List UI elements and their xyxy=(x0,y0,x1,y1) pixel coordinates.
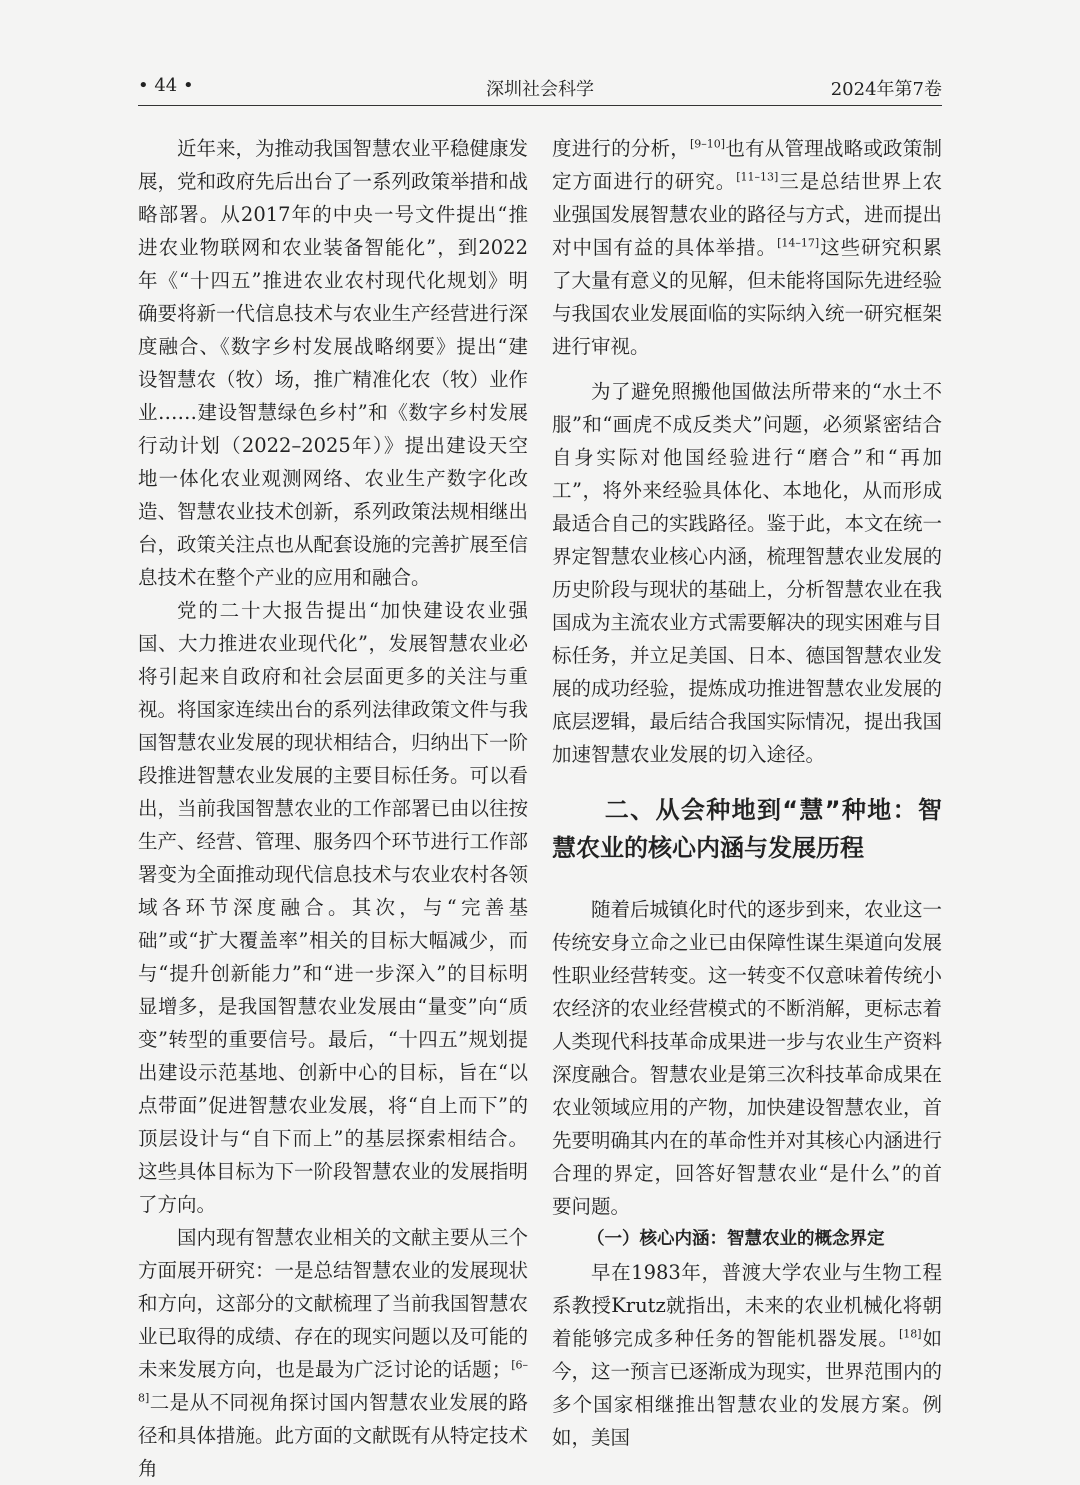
text-segment: 如今，这一预言已逐渐成为现实，世界范围内的多个国家相继推出智慧农业的发展方案。例如，美国 xyxy=(552,1327,943,1449)
paragraph-post-urbanization: 随着后城镇化时代的逐步到来，农业这一传统安身立命之业已由保障性谋生渠道向发展性职业经营转变。这一转变不仅意味着传统小农经济的农业经营模式的不断消解，更标志着人类现代科技革命成果进一步与农业生产资料深度融合。智慧农业是第三次科技革命成果在农业领域应用的产物，加快建设智慧农业，首先要明确其内在的革命性并对其核心内涵进行合理的界定，回答好智慧农业“是什么”的首要问题。 xyxy=(552,898,943,1218)
section-title: 二、从会种地到“慧”种地：智慧农业的核心内涵与发展历程 xyxy=(552,796,942,862)
citation-marker: [9–10] xyxy=(690,137,726,151)
running-header xyxy=(138,73,942,106)
text-segment: 二是从不同视角探讨国内智慧农业发展的路径和具体措施。此方面的文献既有从特定技术角 xyxy=(138,1391,529,1480)
subsection-title: （一）核心内涵：智慧农业的概念界定 xyxy=(587,1229,885,1249)
text-segment: 也有从管理战略或政策制定方面进行的研究。 xyxy=(552,137,942,193)
volume-label: 2024年第7卷 xyxy=(830,79,942,100)
text-segment: 国内现有智慧农业相关的文献主要从三个方面展开研究：一是总结智慧农业的发展现状和方向，这部分的文献梳理了当前我国智慧农业已取得的成绩、存在的现实问题以及可能的未来发展方向，也是最为广泛讨论的话题； xyxy=(138,1226,529,1381)
text-segment: 三是总结世界上农业强国发展智慧农业的路径与方式，进而提出对中国有益的具体举措。 xyxy=(552,170,943,259)
text-segment: 度进行的分析， xyxy=(552,137,691,160)
paragraph-literature-review-continued xyxy=(552,132,942,363)
paragraph-research-purpose: 为了避免照搬他国做法所带来的“水土不服”和“画虎不成反类犬”问题，必须紧密结合自身实际对他国经验进行“磨合”和“再加工”，将外来经验具体化、本地化，从而形成最适合自己的实践路径。鉴于此，本文在统一界定智慧农业核心内涵，梳理智慧农业发展的历史阶段与现状的基础上，分析智慧农业在我国成为主流农业方式需要解决的现实困难与目标任务，并立足美国、日本、德国智慧农业发展的成功经验，提炼成功推进智慧农业发展的底层逻辑，最后结合我国实际情况，提出我国加速智慧农业发展的切入途径。 xyxy=(552,380,943,766)
citation-marker: [18] xyxy=(898,1327,922,1341)
left-column xyxy=(138,132,528,1485)
paragraph-twentieth-congress: 党的二十大报告提出“加快建设农业强国、大力推进农业现代化”，发展智慧农业必将引起来自政府和社会层面更多的关注与重视。将国家连续出台的系列法律政策文件与我国智慧农业发展的现状相结合，归纳出下一阶段推进智慧农业发展的主要目标任务。可以看出，当前我国智慧农业的工作部署已由以往按生产、经营、管理、服务四个环节进行工作部署变为全面推动现代信息技术与农业农村各领域各环节深度融合。其次，与“完善基础”或“扩大覆盖率”相关的目标大幅减少，而与“提升创新能力”和“进一步深入”的目标明显增多，是我国智慧农业发展由“量变”向“质变”转型的重要信号。最后，“十四五”规划提出建设示范基地、创新中心的目标，旨在“以点带面”促进智慧农业发展，将“自上而下”的顶层设计与“自下而上”的基层探索相结合。这些具体目标为下一阶段智慧农业的发展指明了方向。 xyxy=(138,599,529,1216)
citation-marker: [6–8] xyxy=(138,1358,528,1405)
citation-marker: [11–13] xyxy=(736,170,779,184)
journal-title: 深圳社会科学 xyxy=(486,79,594,100)
text-segment: 这些研究积累了大量有意义的见解，但未能将国际先进经验与我国农业发展面临的实际纳入统一研究框架进行审视。 xyxy=(552,236,943,358)
text-segment: 早在1983年，普渡大学农业与生物工程系教授Krutz就指出，未来的农业机械化将朝着能够完成多种任务的智能机器发展。 xyxy=(552,1261,942,1350)
paragraph-gap xyxy=(552,363,942,375)
citation-marker: [14–17] xyxy=(777,236,820,250)
right-column xyxy=(552,132,942,1454)
paragraph-krutz xyxy=(552,1256,942,1454)
paragraph-literature-review xyxy=(138,1221,528,1485)
page-number: • 44 • xyxy=(138,75,194,96)
paragraph-policy-background: 近年来，为推动我国智慧农业平稳健康发展，党和政府先后出台了一系列政策举措和战略部署。从2017年的中央一号文件提出“推进农业物联网和农业装备智能化”，到2022年《“十四五”推进农业农村现代化规划》明确要将新一代信息技术与农业生产经营进行深度融合、《数字乡村发展战略纲要》提出“建设智慧农（牧）场，推广精准化农（牧）业作业……建设智慧绿色乡村”和《数字乡村发展行动计划（2022–2025年）》提出建设天空地一体化农业观测网络、农业生产数字化改造、智慧农业技术创新，系列政策法规相继出台，政策关注点也从配套设施的完善扩展至信息技术在整个产业的应用和融合。 xyxy=(138,137,529,589)
